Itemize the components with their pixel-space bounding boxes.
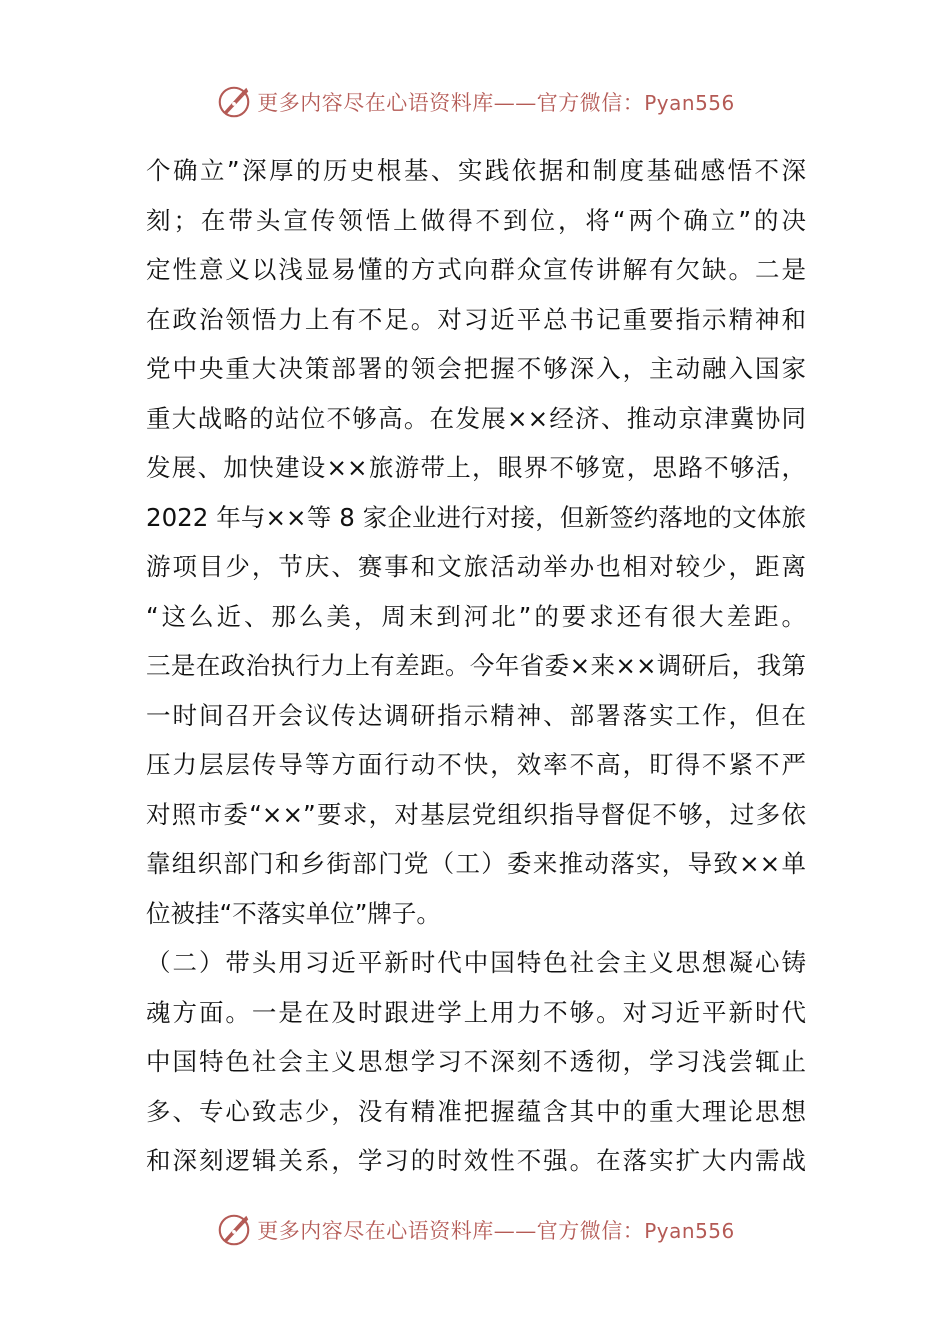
watermark-wechat-id: Pyan556 [644,91,735,115]
body-line: “这么近、那么美，周末到河北”的要求还有很大差距。 [146,601,806,631]
body-line: 靠组织部门和乡街部门党（工）委来推动落实，导致××单 [146,849,806,878]
body-line: 定性意义以浅显易懂的方式向群众宣传讲解有欠缺。二是 [146,255,806,284]
body-line: 对照市委“××”要求，对基层党组织指导督促不够，过多依 [146,799,806,829]
body-line: 一时间召开会议传达调研指示精神、部署落实工作，但在 [146,700,806,730]
watermark-separator: —— [493,91,537,115]
watermark-text: 更多内容尽在心语资料库 [257,1219,494,1243]
body-line: 魂方面。一是在及时跟进学上用力不够。对习近平新时代 [146,997,806,1027]
body-line: 位被挂“不落实单位”牌子。 [146,898,441,928]
body-line: 个确立”深厚的历史根基、实践依据和制度基础感悟不深 [146,156,806,185]
body-line: 和深刻逻辑关系，学习的时效性不强。在落实扩大内需战 [146,1146,806,1175]
body-line: 发展、加快建设××旅游带上，眼界不够宽，思路不够活， [146,453,806,482]
watermark-text: 更多内容尽在心语资料库 [257,91,494,115]
body-line: 游项目少，节庆、赛事和文旅活动举办也相对较少，距离 [146,552,806,581]
watermark-official-label: 官方微信： [536,91,645,115]
header-watermark [0,80,950,124]
pen-nib-circle-icon [215,83,253,121]
body-line: 刻；在带头宣传领悟上做得不到位，将“两个确立”的决 [146,205,806,235]
watermark-official-label: 官方微信： [536,1219,645,1243]
footer-watermark [0,1208,950,1252]
body-line: 党中央重大决策部署的领会把握不够深入，主动融入国家 [146,354,806,383]
body-line: 重大战略的站位不够高。在发展××经济、推动京津冀协同 [146,403,806,433]
body-line: 三是在政治执行力上有差距。今年省委×来××调研后，我第 [146,651,806,680]
pen-nib-circle-icon [215,1211,253,1249]
body-line: 多、专心致志少，没有精准把握蕴含其中的重大理论思想 [146,1096,806,1126]
document-body [146,146,806,1186]
body-line: 中国特色社会主义思想学习不深刻不透彻，学习浅尝辄止 [146,1047,806,1076]
watermark-separator: —— [493,1219,537,1243]
body-line: 2022 年与××等 8 家企业进行对接，但新签约落地的文体旅 [146,502,806,532]
watermark-wechat-id: Pyan556 [644,1219,735,1243]
body-line: 在政治领悟力上有不足。对习近平总书记重要指示精神和 [146,304,806,334]
body-line: （二）带头用习近平新时代中国特色社会主义思想凝心铸 [146,948,806,977]
body-line: 压力层层传导等方面行动不快，效率不高，盯得不紧不严 [146,750,806,779]
